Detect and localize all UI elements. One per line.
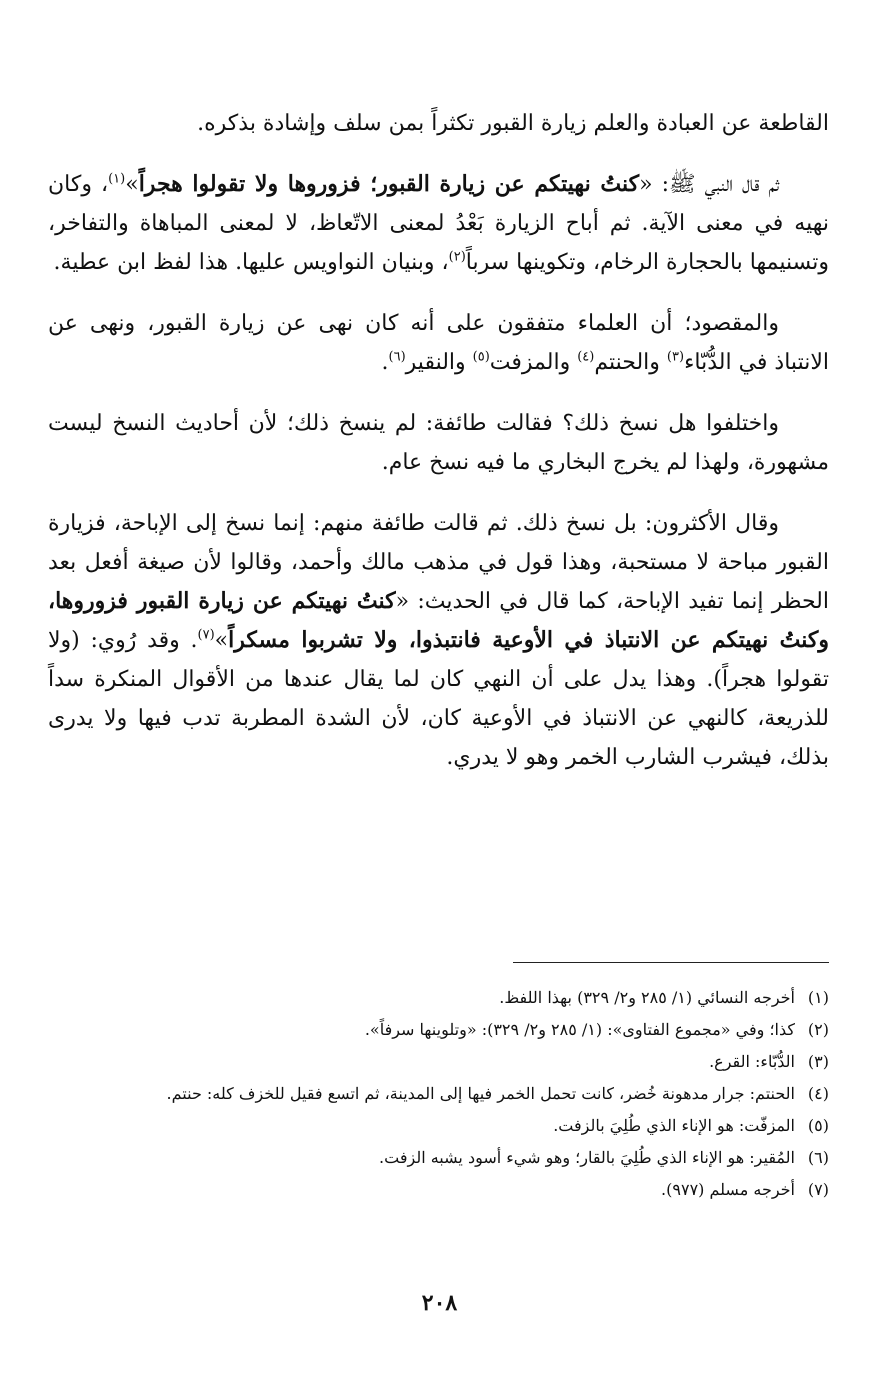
footnote-item xyxy=(48,1142,829,1174)
footnote-divider xyxy=(513,962,829,963)
footnote-ref: (٤) xyxy=(577,349,595,365)
paragraph-text: القاطعة عن العبادة والعلم زيارة القبور تكثراً بمن سلف وإشادة بذكره. xyxy=(197,111,829,136)
paragraph-text: » xyxy=(125,172,139,197)
footnote-text: أخرجه مسلم (٩٧٧). xyxy=(661,1180,795,1199)
footnote-number: (٤) xyxy=(807,1084,829,1103)
paragraph-text: » xyxy=(214,628,229,653)
paragraph-3 xyxy=(48,304,829,382)
footnote-ref: (٣) xyxy=(666,349,685,365)
footnote-number: (٧) xyxy=(807,1180,829,1199)
footnote-number: (١) xyxy=(807,988,829,1007)
footnote-text: المُقير: هو الإناء الذي طُلِيَ بالقار؛ وهو شيء أسود يشبه الزفت. xyxy=(379,1148,795,1167)
footnote-ref: (٦) xyxy=(388,349,406,365)
paragraph-text: . وقد رُوي: (ولا تقولوا هجراً). وهذا يدل على أن النهي كان لما يقال عندها من الأقوال المنكرة سداً للذريعة، كالنهي عن الانتباذ في الأوعية كان، لأن الشدة المطربة تدب فيها ولا يدرى بذلك، فيشرب الشارب الخمر وهو لا يدري. xyxy=(48,628,829,770)
paragraph-5 xyxy=(48,504,829,777)
footnote-text: الدُّبّاء: القرع. xyxy=(709,1052,795,1071)
footnote-number: (٦) xyxy=(807,1148,829,1167)
paragraph-text: والنقير xyxy=(405,350,473,375)
footnotes-section xyxy=(48,982,829,1206)
footnote-text: كذا؛ وفي «مجموع الفتاوى»: (١/ ٢٨٥ و٢/ ٣٢٩): «وتلوينها سرفاً». xyxy=(364,1020,795,1039)
footnote-number: (٥) xyxy=(807,1116,829,1135)
footnote-item xyxy=(48,1046,829,1078)
footnote-item xyxy=(48,1110,829,1142)
paragraph-text: والمقصود؛ أن العلماء متفقون على أنه كان نهى عن زيارة القبور، ونهى عن الانتباذ في الدُّبّاء xyxy=(48,311,829,375)
footnote-number: (٣) xyxy=(807,1052,829,1071)
footnote-ref: (١) xyxy=(108,171,126,187)
hadith-quote: كنتُ نهيتكم عن زيارة القبور فزوروها، وكنتُ نهيتكم عن الانتباذ في الأوعية فانتبذوا، ولا تشربوا مسكراً xyxy=(48,588,829,653)
paragraph-text: ، وكان نهيه في معنى الآية. ثم أباح الزيارة بَعْدُ لمعنى الاتّعاظ، لا لمعنى المباهاة والتفاخر، وتسنيمها بالحجارة الرخام، وتكوينها سرباً xyxy=(48,172,830,275)
page-number: ٢٠٨ xyxy=(421,1290,458,1316)
footnote-item xyxy=(48,1174,829,1206)
paragraph-text: ، وبنيان النواويس عليها. هذا لفظ ابن عطية. xyxy=(53,250,449,275)
footnote-ref: (٥) xyxy=(472,349,490,365)
footnote-item xyxy=(48,1078,829,1110)
hadith-quote: كنتُ نهيتكم عن زيارة القبور؛ فزوروها ولا تقولوا هجراً xyxy=(138,171,640,197)
paragraph-2 xyxy=(48,165,829,282)
footnote-number: (٢) xyxy=(807,1020,829,1039)
paragraph-4 xyxy=(48,404,829,482)
paragraph-text: والحنتم xyxy=(594,350,667,375)
paragraph-text: . xyxy=(381,350,389,375)
paragraph-text: وقال الأكثرون: بل نسخ ذلك. ثم قالت طائفة منهم: إنما نسخ إلى الإباحة، فزيارة القبور مباحة لا مستحبة، وهذا قول في مذهب مالك وأحمد، وقالوا لأن صيغة أفعل بعد الحظر إنما تفيد الإباحة، كما قال في الحديث: « xyxy=(48,511,829,614)
footnote-text: الحنتم: جرار مدهونة خُضر، كانت تحمل الخمر فيها إلى المدينة، ثم اتسع فقيل للخزف كله: حنتم. xyxy=(166,1084,795,1103)
paragraph-text: والمزفت xyxy=(489,350,578,375)
footnote-ref: (٧) xyxy=(197,627,215,643)
paragraph-text: ثم قال النبي ﷺ: « xyxy=(639,172,779,197)
footnote-text: المزفّت: هو الإناء الذي طُلِيَ بالزفت. xyxy=(553,1116,795,1135)
paragraph-text: واختلفوا هل نسخ ذلك؟ فقالت طائفة: لم ينسخ ذلك؛ لأن أحاديث النسخ ليست مشهورة، ولهذا لم يخرج البخاري ما فيه نسخ عام. xyxy=(48,411,829,475)
footnote-item xyxy=(48,982,829,1014)
footnote-ref: (٢) xyxy=(448,249,466,265)
footnote-item xyxy=(48,1014,829,1046)
paragraph-1 xyxy=(48,104,829,143)
footnote-text: أخرجه النسائي (١/ ٢٨٥ و٢/ ٣٢٩) بهذا اللفظ. xyxy=(499,988,795,1007)
